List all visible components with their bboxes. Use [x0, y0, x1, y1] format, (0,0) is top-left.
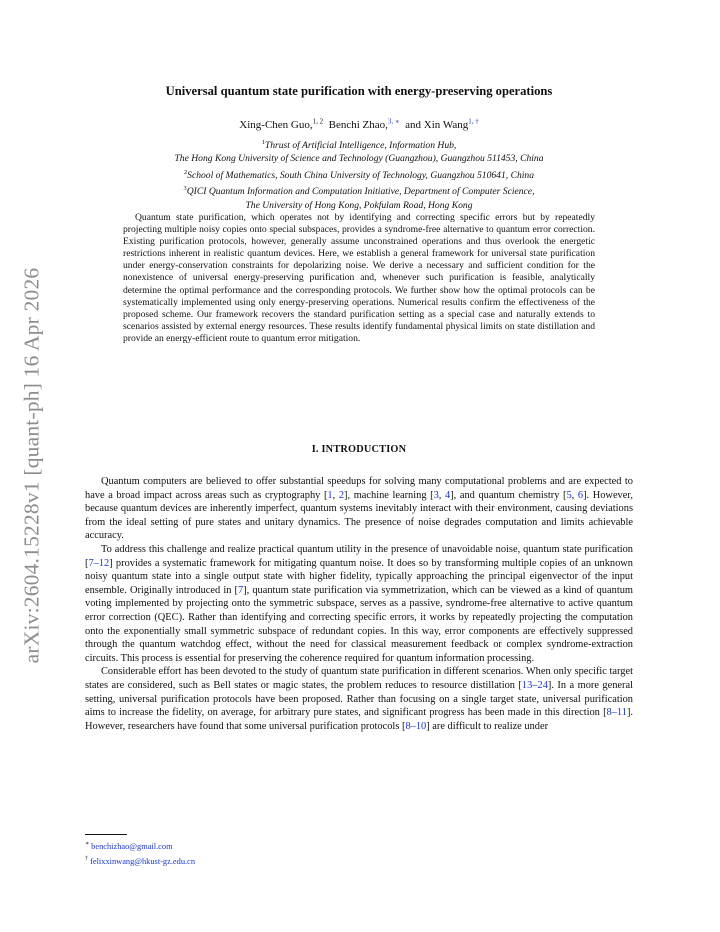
affiliation-line: The University of Hong Kong, Pokfulam Road, Hong Kong — [245, 199, 473, 211]
citation-link[interactable]: 3 — [433, 489, 439, 501]
citation-link[interactable]: 13–24 — [521, 679, 548, 691]
paragraph: Considerable effort has been devoted to the study of quantum state purification in different scenarios. When only specific target states are considered, such as Bell states or magic states, the problem reduces to resource distillation [13–24]. In a more general setting, universal purification protocols have been proposed. Rather than focusing on a single target state, universal purification aims to increase the fidelity, on average, for arbitrary pure states, and significant progress has been made in this direction [8–11]. However, researchers have found that some universal purification protocols [8–10] are difficult to realize under — [85, 666, 634, 732]
paragraph: To address this challenge and realize practical quantum utility in the presence of unavoidable noise, quantum state purification [7–12] provides a systematic framework for mitigating quantum noise. It does so by transforming multiple copies of an unknown noisy quantum state into a single output state with higher fidelity, typically approaching the principal eigenvector of the input ensemble. Originally introduced in [7], quantum state purification via symmetrization, which can be viewed as a kind of quantum voting implemented by projecting onto the symmetric subspace, serves as a passive, syndrome-free alternative to active quantum error correction (QEC). Rather than identifying and correcting specific errors, it works by repeatedly projecting the computation onto the exponentially small symmetric subspace of redundant copies. In this way, error components are effectively suppressed through the quantum watchdog effect, without the need for classical measurement feedback or complex syndrome-extraction circuits. This process is essential for preserving the coherence required for quantum information processing. — [85, 543, 633, 664]
arxiv-identifier: arXiv:2604.15228v1 [quant-ph] 16 Apr 2026 — [19, 267, 44, 663]
author-list — [85, 117, 633, 131]
citation-link[interactable]: 8–10 — [405, 720, 427, 732]
citation-link[interactable]: 6 — [577, 489, 584, 501]
author-3-footnote-link[interactable]: 1, † — [468, 117, 479, 125]
affiliation-line: $^1$Thrust of Artificial Intelligence, Information Hub, — [261, 139, 457, 152]
footnote: † felixxinwang@hkust-gz.edu.cn — [85, 856, 196, 866]
introduction-body — [85, 475, 633, 733]
author-1: Xing-Chen Guo,$^{1, 2}$ — [239, 117, 324, 131]
affiliation-line: $^3$QICI Quantum Information and Computation Initiative, Department of Computer Science, — [183, 185, 535, 198]
email-link[interactable]: benchizhao@gmail.com — [91, 841, 173, 851]
citation-link[interactable]: 5 — [566, 489, 572, 501]
paragraph: Quantum computers are believed to offer substantial speedups for solving many computational problems and are expected to have a broad impact across areas such as cryptography [1, 2], machine learning [3, 4], and quantum chemistry [5, 6]. However, because quantum devices are inherently imperfect, quantum systems inevitably interact with their environment, causing deviations from the ideal setting of pure states and unitary dynamics. The presence of noise degrades computation and limits achievable accuracy. — [85, 476, 633, 542]
citation-link[interactable]: 8–11 — [606, 707, 627, 719]
citation-link[interactable]: 4 — [445, 489, 451, 501]
arxiv-stamp — [14, 245, 50, 685]
affiliations — [85, 136, 633, 212]
abstract: Quantum state purification, which operates not by identifying and correcting specific errors but by repeatedly projecting multiple noisy copies onto special subspaces, provides a syndrome-free alternative to quantum error correction. Existing purification protocols, however, generally assume unconstrained operations and thus overlook the energetic restrictions inherent in realistic quantum devices. Here, we establish a general framework for universal state purification under energy-conservation constraints for depolarizing noise. We derive a necessary and sufficient condition for the nonexistence of universal energy-preserving purification and, whenever such purification is feasible, analytically determine the optimal performance and the corresponding protocols. We further show how the optimal protocols can be systematically implemented using only energy-preserving operations. Numerical results confirm the effectiveness of the proposed scheme. Our framework recovers the standard purification setting as a special case and naturally extends to scenarios assisted by external energy resources. These results identify fundamental physical limits on state distillation and provide an energy-efficient route to quantum error mitigation. — [123, 212, 595, 344]
footnote: ∗ benchizhao@gmail.com — [85, 841, 173, 851]
paper-title: Universal quantum state purification with energy-preserving operations — [165, 84, 553, 98]
affiliation-line: $^2$School of Mathematics, South China University of Technology, Guangzhou 510641, China — [183, 168, 535, 181]
footnote-rule — [85, 834, 127, 835]
section-heading-introduction: I. INTRODUCTION — [311, 444, 407, 455]
citation-link[interactable]: 7–12 — [88, 557, 110, 569]
footnotes — [85, 838, 633, 868]
author-2-footnote-link[interactable]: 3, ∗ — [387, 117, 400, 125]
author-2: Benchi Zhao,$^{3, ∗}$ — [328, 117, 400, 131]
affiliation-line: The Hong Kong University of Science and Technology (Guangzhou), Guangzhou 511453, China — [174, 153, 544, 165]
email-link[interactable]: felixxinwang@hkust-gz.edu.cn — [90, 857, 196, 866]
citation-link[interactable]: 1 — [327, 489, 333, 501]
author-3: and Xin Wang$^{1, \dagger}$ — [405, 117, 479, 131]
citation-link[interactable]: 7 — [237, 584, 244, 596]
citation-link[interactable]: 2 — [338, 489, 345, 501]
